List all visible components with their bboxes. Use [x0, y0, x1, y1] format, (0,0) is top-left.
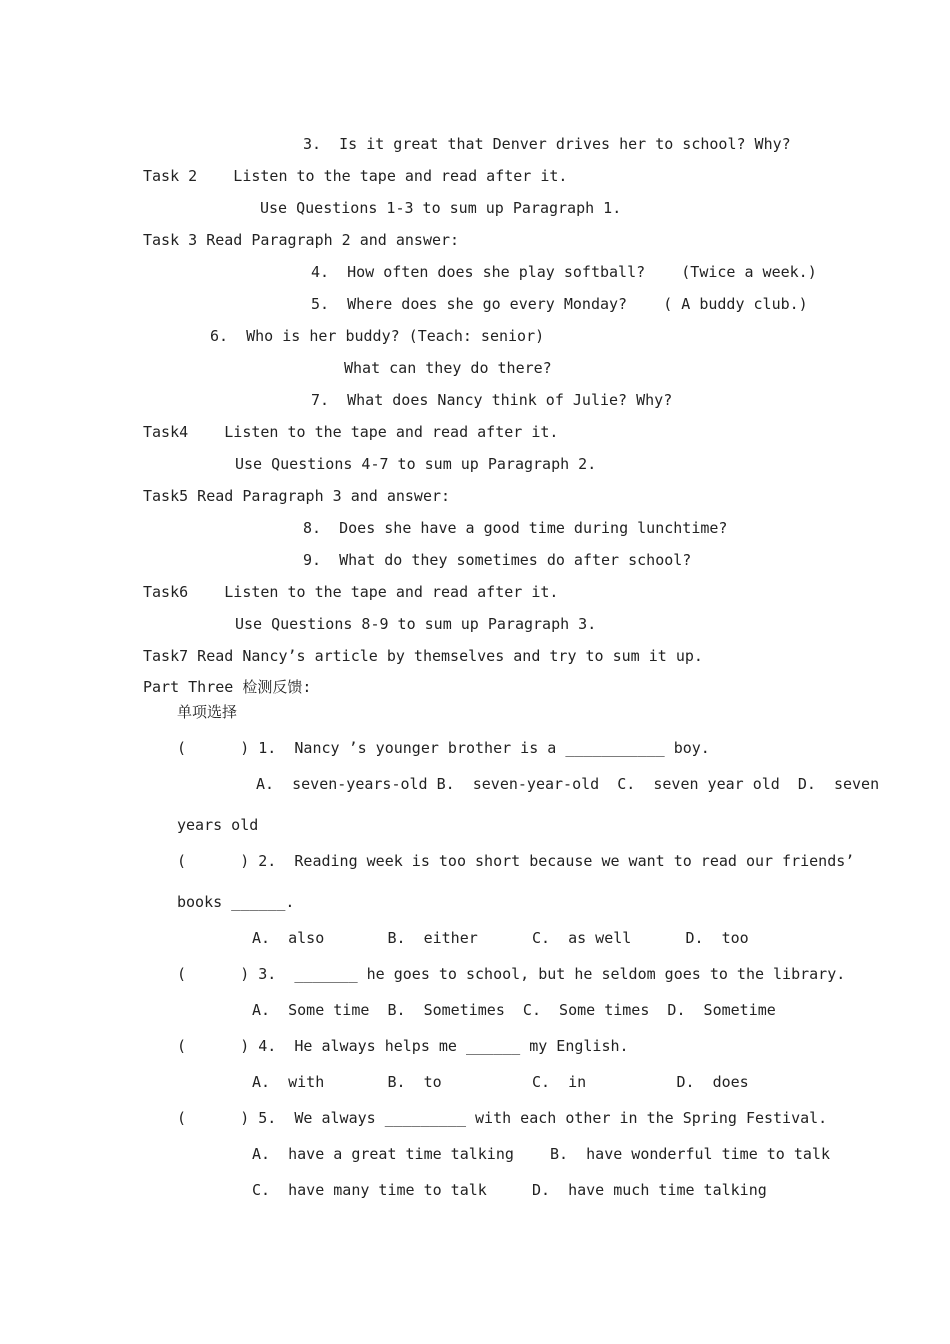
- mc-question-3-options: A. Some time B. Sometimes C. Some times D. Sometime: [252, 1001, 776, 1019]
- mc-question-1-options: A. seven-years-old B. seven-year-old C. seven year old D. seven: [256, 775, 880, 793]
- task-7: Task7 Read Nancy’s article by themselves and try to sum it up.: [143, 647, 703, 665]
- part-three-heading: Part Three 检测反馈:: [143, 678, 312, 696]
- mc-question-5-options-ab: A. have a great time talking B. have wonderful time to talk: [252, 1145, 830, 1163]
- question-7: 7. What does Nancy think of Julie? Why?: [311, 391, 673, 409]
- mc-question-2-cont: books ______.: [177, 893, 295, 911]
- task-2-instruction: Use Questions 1-3 to sum up Paragraph 1.: [260, 199, 622, 217]
- mc-question-1: ( ) 1. Nancy ’s younger brother is a ___________ boy.: [177, 739, 710, 757]
- question-3: 3. Is it great that Denver drives her to school? Why?: [303, 135, 791, 153]
- question-9: 9. What do they sometimes do after school?: [303, 551, 692, 569]
- mc-question-4-options: A. with B. to C. in D. does: [252, 1073, 749, 1091]
- task-2: Task 2 Listen to the tape and read after it.: [143, 167, 568, 185]
- task-4-instruction: Use Questions 4-7 to sum up Paragraph 2.: [235, 455, 597, 473]
- mc-question-2-options: A. also B. either C. as well D. too: [252, 929, 749, 947]
- mc-question-3: ( ) 3. _______ he goes to school, but he seldom goes to the library.: [177, 965, 846, 983]
- mc-question-4: ( ) 4. He always helps me ______ my English.: [177, 1037, 629, 1055]
- question-6-followup: What can they do there?: [344, 359, 552, 377]
- mc-question-5-options-cd: C. have many time to talk D. have much time talking: [252, 1181, 767, 1199]
- mc-question-2: ( ) 2. Reading week is too short because we want to read our friends’: [177, 852, 855, 870]
- task-5: Task5 Read Paragraph 3 and answer:: [143, 487, 451, 505]
- mc-question-5: ( ) 5. We always _________ with each other in the Spring Festival.: [177, 1109, 828, 1127]
- question-8: 8. Does she have a good time during lunchtime?: [303, 519, 728, 537]
- task-4: Task4 Listen to the tape and read after it.: [143, 423, 559, 441]
- task-6-instruction: Use Questions 8-9 to sum up Paragraph 3.: [235, 615, 597, 633]
- task-3: Task 3 Read Paragraph 2 and answer:: [143, 231, 460, 249]
- section-title: 单项选择: [177, 703, 238, 721]
- task-6: Task6 Listen to the tape and read after it.: [143, 583, 559, 601]
- question-4: 4. How often does she play softball? (Twice a week.): [311, 263, 817, 281]
- mc-question-1-options-cont: years old: [177, 816, 259, 834]
- question-6: 6. Who is her buddy? (Teach: senior): [210, 327, 545, 345]
- question-5: 5. Where does she go every Monday? ( A buddy club.): [311, 295, 808, 313]
